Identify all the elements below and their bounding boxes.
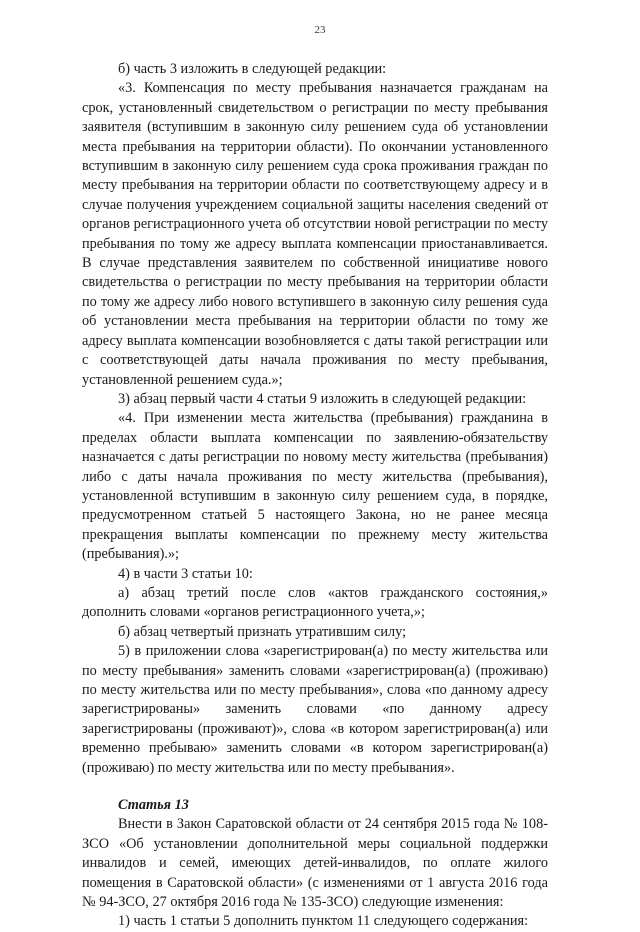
page-content [82, 60, 548, 932]
paragraph: а) абзац третий после слов «актов гражданского состояния,» дополнить словами «органов регистрационного учета,»; [82, 584, 548, 621]
paragraph: «4. При изменении места жительства (пребывания) гражданина в пределах области выплата компенсации по заявлению-обязательству назначается с даты регистрации по новому месту жительства (пребывания) либо с даты начала проживания по месту жительства (пребывания), установленной вступившим в законную силу решением суда, в порядке, предусмотренном статьей 5 настоящего Закона, но не ранее месяца прекращения выплаты компенсации по прежнему месту жительства (пребывания).»; [82, 410, 548, 563]
paragraph: б) абзац четвертый признать утратившим силу; [118, 623, 407, 640]
page-number: 23 [314, 24, 326, 36]
article-heading: Статья 13 [118, 797, 189, 814]
paragraph: 5) в приложении слова «зарегистрирован(а) по месту жительства или по месту пребывания» заменить словами «зарегистрирован(а) (проживаю) по месту жительства или по месту пребывания», слова «по данному адресу зарегистрированы» заменить словами «по данному адресу зарегистрированы (проживают)», слова «в котором зарегистрирован(а) или временно пребываю» заменить словами «в котором зарегистрирован(а) (проживаю) по месту жительства или по месту пребывания». [82, 643, 548, 776]
paragraph: 4) в части 3 статьи 10: [118, 565, 253, 582]
paragraph: 3) абзац первый части 4 статьи 9 изложить в следующей редакции: [118, 390, 527, 407]
paragraph: «3. Компенсация по месту пребывания назначается гражданам на срок, установленный свидетельством о регистрации по месту пребывания заявителя (вступившим в законную силу решением суда об установлении места пребывания на территории области). По окончании установленного вступившим в законную силу решением суда срока проживания граждан по месту пребывания на территории области по соответствующему адресу и в случае получения учреждением социальной защиты населения сведений от органов регистрационного учета об отсутствии новой регистрации по месту пребывания по тому же адресу выплата компенсации приостанавливается. В случае представления заявителем по собственной инициативе нового свидетельства о регистрации по месту пребывания на территории области по тому же адресу либо нового вступившего в законную силу решения суда об установлении места пребывания на территории области по тому же адресу выплата компенсации возобновляется с даты такой регистрации или с соответствующей даты начала проживания по месту пребывания, установленной решением суда.»; [82, 80, 548, 388]
paragraph: б) часть 3 изложить в следующей редакции: [118, 61, 387, 77]
paragraph: Внести в Закон Саратовской области от 24 сентября 2015 года № 108-ЗСО «Об установлении дополнительной меры социальной поддержки инвалидов и семей, имеющих детей-инвалидов, по оплате жилого помещения в Саратовской области» (с изменениями от 1 августа 2016 года № 94-ЗСО, 27 октября 2016 года № 135-ЗСО) следующие изменения: [82, 816, 548, 911]
spacer [82, 778, 548, 796]
paragraph: 1) часть 1 статьи 5 дополнить пунктом 11 следующего содержания: [118, 913, 529, 930]
